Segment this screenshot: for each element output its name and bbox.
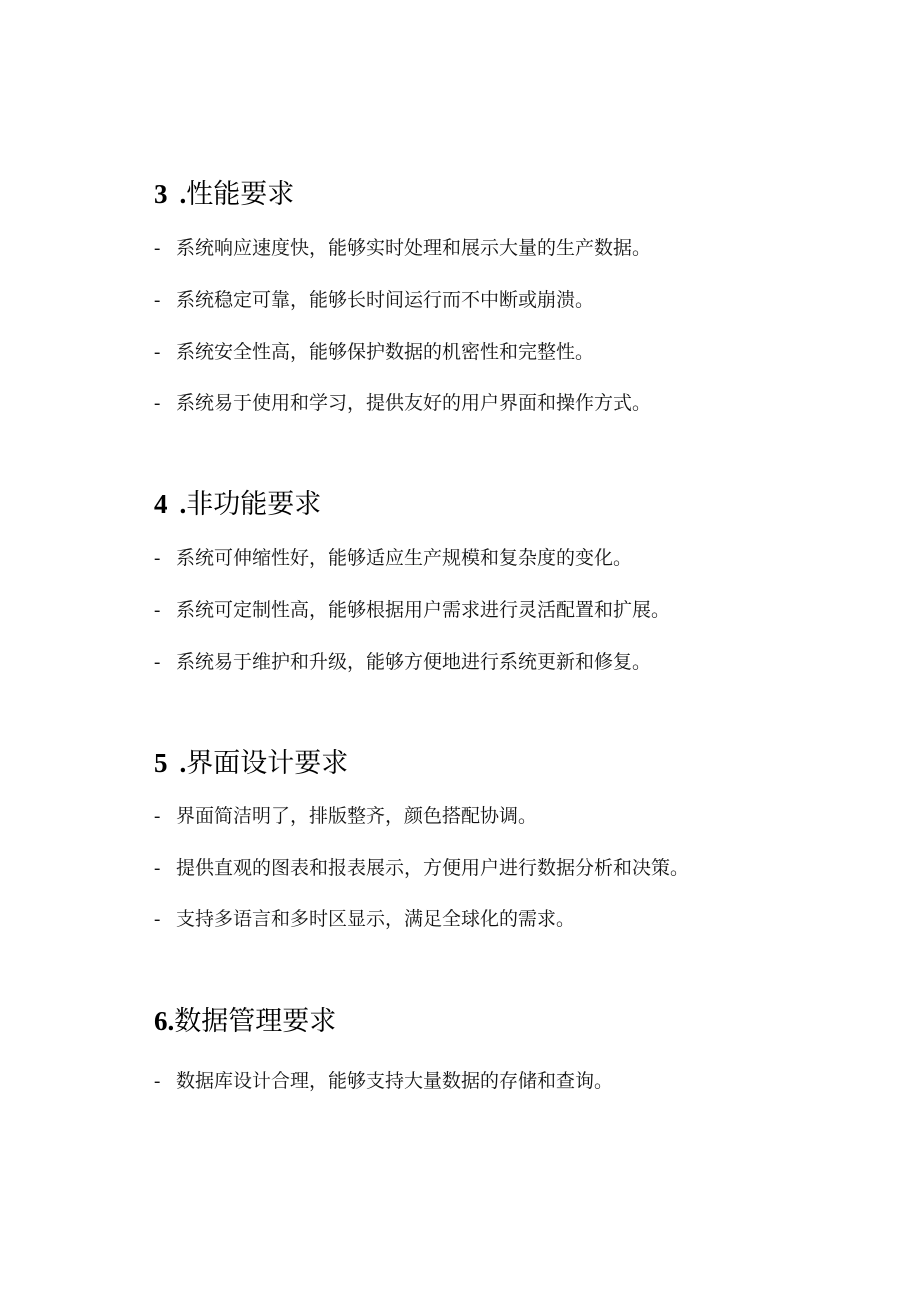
list-item (154, 235, 651, 261)
list-item (154, 545, 632, 571)
bullet-dash: - (154, 806, 161, 827)
list-item (154, 855, 689, 881)
list-item (154, 803, 537, 829)
section-separator: . (179, 489, 187, 519)
section-title: 非功能要求 (186, 489, 322, 520)
list-item (154, 287, 594, 313)
list-item (154, 649, 651, 675)
list-item-text: 支持多语言和多时区显示，满足全球化的需求。 (176, 908, 576, 930)
list-item-text: 界面简洁明了，排版整齐，颜色搭配协调。 (176, 805, 538, 827)
list-item-text: 系统响应速度快，能够实时处理和展示大量的生产数据。 (176, 237, 652, 259)
section-number: 6 (154, 1006, 168, 1036)
list-item-text: 系统稳定可靠，能够长时间运行而不中断或崩溃。 (176, 289, 595, 311)
section-heading (154, 746, 874, 780)
bullet-dash: - (154, 342, 161, 363)
list-item (154, 390, 651, 416)
section-heading (154, 1004, 874, 1038)
section-performance (154, 177, 874, 414)
section-heading (154, 177, 874, 211)
list-item (154, 597, 670, 623)
list-item (154, 339, 594, 365)
section-number: 3 (154, 179, 168, 209)
section-heading (154, 487, 874, 521)
section-separator: . (179, 748, 187, 778)
section-ui-design (154, 746, 874, 930)
section-non-functional (154, 487, 874, 673)
bullet-dash: - (154, 290, 161, 311)
list-item-text: 系统易于使用和学习，提供友好的用户界面和操作方式。 (176, 392, 652, 414)
list-item-text: 系统安全性高，能够保护数据的机密性和完整性。 (176, 341, 595, 363)
section-title: 界面设计要求 (186, 748, 349, 779)
section-separator: . (179, 179, 187, 209)
bullet-dash: - (154, 238, 161, 259)
section-number: 4 (154, 489, 168, 519)
list-item-text: 系统易于维护和升级，能够方便地进行系统更新和修复。 (176, 651, 652, 673)
bullet-dash: - (154, 909, 161, 930)
section-title: 数据管理要求 (174, 1006, 337, 1037)
section-title: 性能要求 (186, 179, 295, 210)
bullet-dash: - (154, 858, 161, 879)
list-item (154, 1068, 613, 1094)
bullet-dash: - (154, 600, 161, 621)
bullet-dash: - (154, 1071, 161, 1092)
list-item (154, 906, 575, 932)
section-separator: . (167, 1006, 175, 1036)
bullet-dash: - (154, 393, 161, 414)
section-number: 5 (154, 748, 168, 778)
list-item-text: 系统可伸缩性好，能够适应生产规模和复杂度的变化。 (176, 547, 633, 569)
list-item-text: 系统可定制性高，能够根据用户需求进行灵活配置和扩展。 (176, 599, 671, 621)
list-item-text: 提供直观的图表和报表展示，方便用户进行数据分析和决策。 (176, 857, 690, 879)
list-item-text: 数据库设计合理，能够支持大量数据的存储和查询。 (176, 1070, 614, 1092)
bullet-dash: - (154, 548, 161, 569)
section-data-management (154, 1004, 874, 1092)
bullet-dash: - (154, 652, 161, 673)
